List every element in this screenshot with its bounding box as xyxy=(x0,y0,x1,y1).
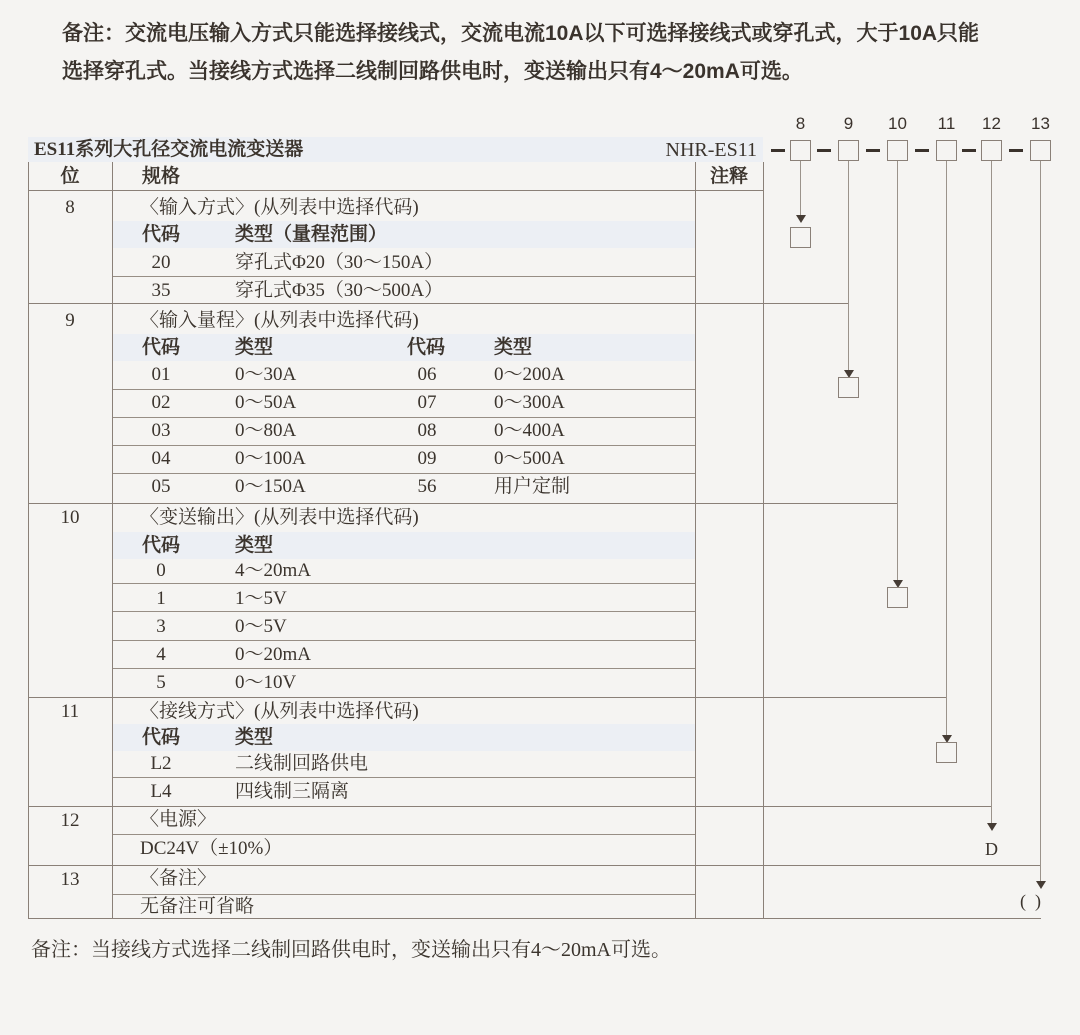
option-type: 4～20mA xyxy=(235,560,312,581)
option-type: 0～80A xyxy=(235,420,297,441)
dash-separator xyxy=(817,149,831,152)
section-title: 〈变送输出〉(从列表中选择代码) xyxy=(140,507,419,528)
model-code: NHR-ES11 xyxy=(665,139,757,161)
code-digit-label: 10 xyxy=(888,114,907,133)
arrow-down-icon xyxy=(796,215,806,223)
option-type: 0～100A xyxy=(235,448,306,469)
option-code: 35 xyxy=(151,280,171,301)
option-separator xyxy=(113,276,695,277)
code-digit-label: 9 xyxy=(843,114,854,133)
code-digit-label: 11 xyxy=(937,114,956,133)
note-top-line-2: 选择穿孔式。当接线方式选择二线制回路供电时，变送输出只有4～20mA可选。 xyxy=(62,60,803,83)
arrow-down-icon xyxy=(1036,881,1046,889)
option-type: 0～200A xyxy=(494,364,565,385)
row-border-8-9 xyxy=(28,303,849,304)
subheader-type-label: 类型 xyxy=(235,337,274,358)
subheader-code-label: 代码 xyxy=(142,535,181,556)
section-title: 〈输入量程〉(从列表中选择代码) xyxy=(140,310,419,331)
section-value: DC24V（±10%） xyxy=(140,838,283,859)
section-pos-number: 8 xyxy=(65,197,75,218)
code-box-12 xyxy=(981,140,1002,161)
section-title: 〈接线方式〉(从列表中选择代码) xyxy=(140,701,419,722)
section-pos-number: 13 xyxy=(60,869,80,890)
option-type: 0～50A xyxy=(235,392,297,413)
section-title: 〈输入方式〉(从列表中选择代码) xyxy=(140,197,419,218)
option-type: 穿孔式Φ20（30～150A） xyxy=(235,252,444,273)
power-fixed-code: D xyxy=(985,839,998,859)
subheader-type-label: 类型 xyxy=(235,535,274,556)
remark-placeholder-code: ( ) xyxy=(1020,891,1041,911)
option-code: 05 xyxy=(151,476,171,497)
target-box-10 xyxy=(887,587,908,608)
option-separator xyxy=(113,583,695,584)
section-pos-number: 12 xyxy=(60,810,80,831)
subheader-code-label: 代码 xyxy=(142,337,181,358)
option-code: 0 xyxy=(156,560,166,581)
subheader-type-label: 类型 xyxy=(494,337,533,358)
subheader-band-9 xyxy=(113,334,695,361)
option-type: 0～150A xyxy=(235,476,306,497)
section-pos-number: 9 xyxy=(65,310,75,331)
option-code: 5 xyxy=(156,672,166,693)
dash-separator xyxy=(1009,149,1023,152)
row-border-12-13 xyxy=(28,865,1041,866)
code-box-9 xyxy=(838,140,859,161)
target-box-11 xyxy=(936,742,957,763)
option-type: 穿孔式Φ35（30～500A） xyxy=(235,280,444,301)
code-box-10 xyxy=(887,140,908,161)
option-separator xyxy=(113,668,695,669)
option-separator xyxy=(113,473,695,474)
subheader-code-label: 代码 xyxy=(142,224,181,245)
col-header-spec: 规格 xyxy=(142,166,181,187)
option-separator xyxy=(113,445,695,446)
arrow-down-icon xyxy=(987,823,997,831)
section-pos-number: 11 xyxy=(60,701,80,722)
section-value: 无备注可省略 xyxy=(140,896,255,917)
option-type: 0～300A xyxy=(494,392,565,413)
option-code: L4 xyxy=(150,781,172,802)
option-separator xyxy=(113,777,695,778)
subheader-band-10 xyxy=(113,532,695,559)
option-type: 二线制回路供电 xyxy=(235,753,369,774)
option-type: 0～20mA xyxy=(235,644,312,665)
drop-line-11 xyxy=(946,161,947,735)
row-border-11-12 xyxy=(28,806,992,807)
option-code: 09 xyxy=(417,448,437,469)
row-border-9-10 xyxy=(28,503,898,504)
dash-separator xyxy=(866,149,880,152)
option-type: 0～5V xyxy=(235,616,287,637)
subheader-type-label: 类型（量程范围） xyxy=(235,224,388,245)
option-type: 0～500A xyxy=(494,448,565,469)
option-separator xyxy=(113,834,695,835)
option-type: 1～5V xyxy=(235,588,287,609)
option-type: 0～10V xyxy=(235,672,297,693)
subheader-band-8 xyxy=(113,221,695,248)
product-title: ES11系列大孔径交流电流变送器 xyxy=(34,139,304,160)
option-code: 02 xyxy=(151,392,171,413)
option-separator xyxy=(113,389,695,390)
code-digit-label: 8 xyxy=(795,114,806,133)
option-type: 0～400A xyxy=(494,420,565,441)
dash-separator xyxy=(962,149,976,152)
option-code: L2 xyxy=(150,753,172,774)
option-code: 20 xyxy=(151,252,171,273)
code-digit-label: 13 xyxy=(1031,114,1050,133)
option-code: 08 xyxy=(417,420,437,441)
row-border-header xyxy=(28,190,763,191)
row-border-10-11 xyxy=(28,697,947,698)
option-code: 01 xyxy=(151,364,171,385)
option-separator xyxy=(113,417,695,418)
col-header-pos: 位 xyxy=(60,166,80,187)
option-code: 06 xyxy=(417,364,437,385)
option-type: 用户定制 xyxy=(494,476,571,497)
option-code: 03 xyxy=(151,420,171,441)
section-title: 〈电源〉 xyxy=(140,809,217,830)
note-top-line-1: 备注：交流电压输入方式只能选择接线式，交流电流10A以下可选择接线式或穿孔式，大于10A只能 xyxy=(62,22,980,45)
option-code: 56 xyxy=(417,476,437,497)
subheader-code-label: 代码 xyxy=(142,727,181,748)
target-box-9 xyxy=(838,377,859,398)
code-digit-label: 12 xyxy=(982,114,1001,133)
option-code: 07 xyxy=(417,392,437,413)
dash-separator xyxy=(915,149,929,152)
section-title: 〈备注〉 xyxy=(140,868,217,889)
option-type: 0～30A xyxy=(235,364,297,385)
dash-separator xyxy=(771,149,785,152)
option-code: 4 xyxy=(156,644,166,665)
col-header-note: 注释 xyxy=(709,166,748,187)
subheader-band-11 xyxy=(113,724,695,751)
option-type: 四线制三隔离 xyxy=(235,781,350,802)
subheader-type-label: 类型 xyxy=(235,727,274,748)
target-box-8 xyxy=(790,227,811,248)
option-separator xyxy=(113,640,695,641)
drop-line-10 xyxy=(897,161,898,580)
code-box-13 xyxy=(1030,140,1051,161)
drop-line-9 xyxy=(848,161,849,370)
option-code: 1 xyxy=(156,588,166,609)
drop-line-12 xyxy=(991,161,992,823)
drop-line-8 xyxy=(800,161,801,215)
option-code: 3 xyxy=(156,616,166,637)
code-box-11 xyxy=(936,140,957,161)
subheader-code-label: 代码 xyxy=(407,337,446,358)
drop-line-13 xyxy=(1040,161,1041,881)
note-bottom: 备注：当接线方式选择二线制回路供电时，变送输出只有4～20mA可选。 xyxy=(31,939,671,961)
option-separator xyxy=(113,611,695,612)
option-code: 04 xyxy=(151,448,171,469)
section-pos-number: 10 xyxy=(60,507,80,528)
code-box-8 xyxy=(790,140,811,161)
